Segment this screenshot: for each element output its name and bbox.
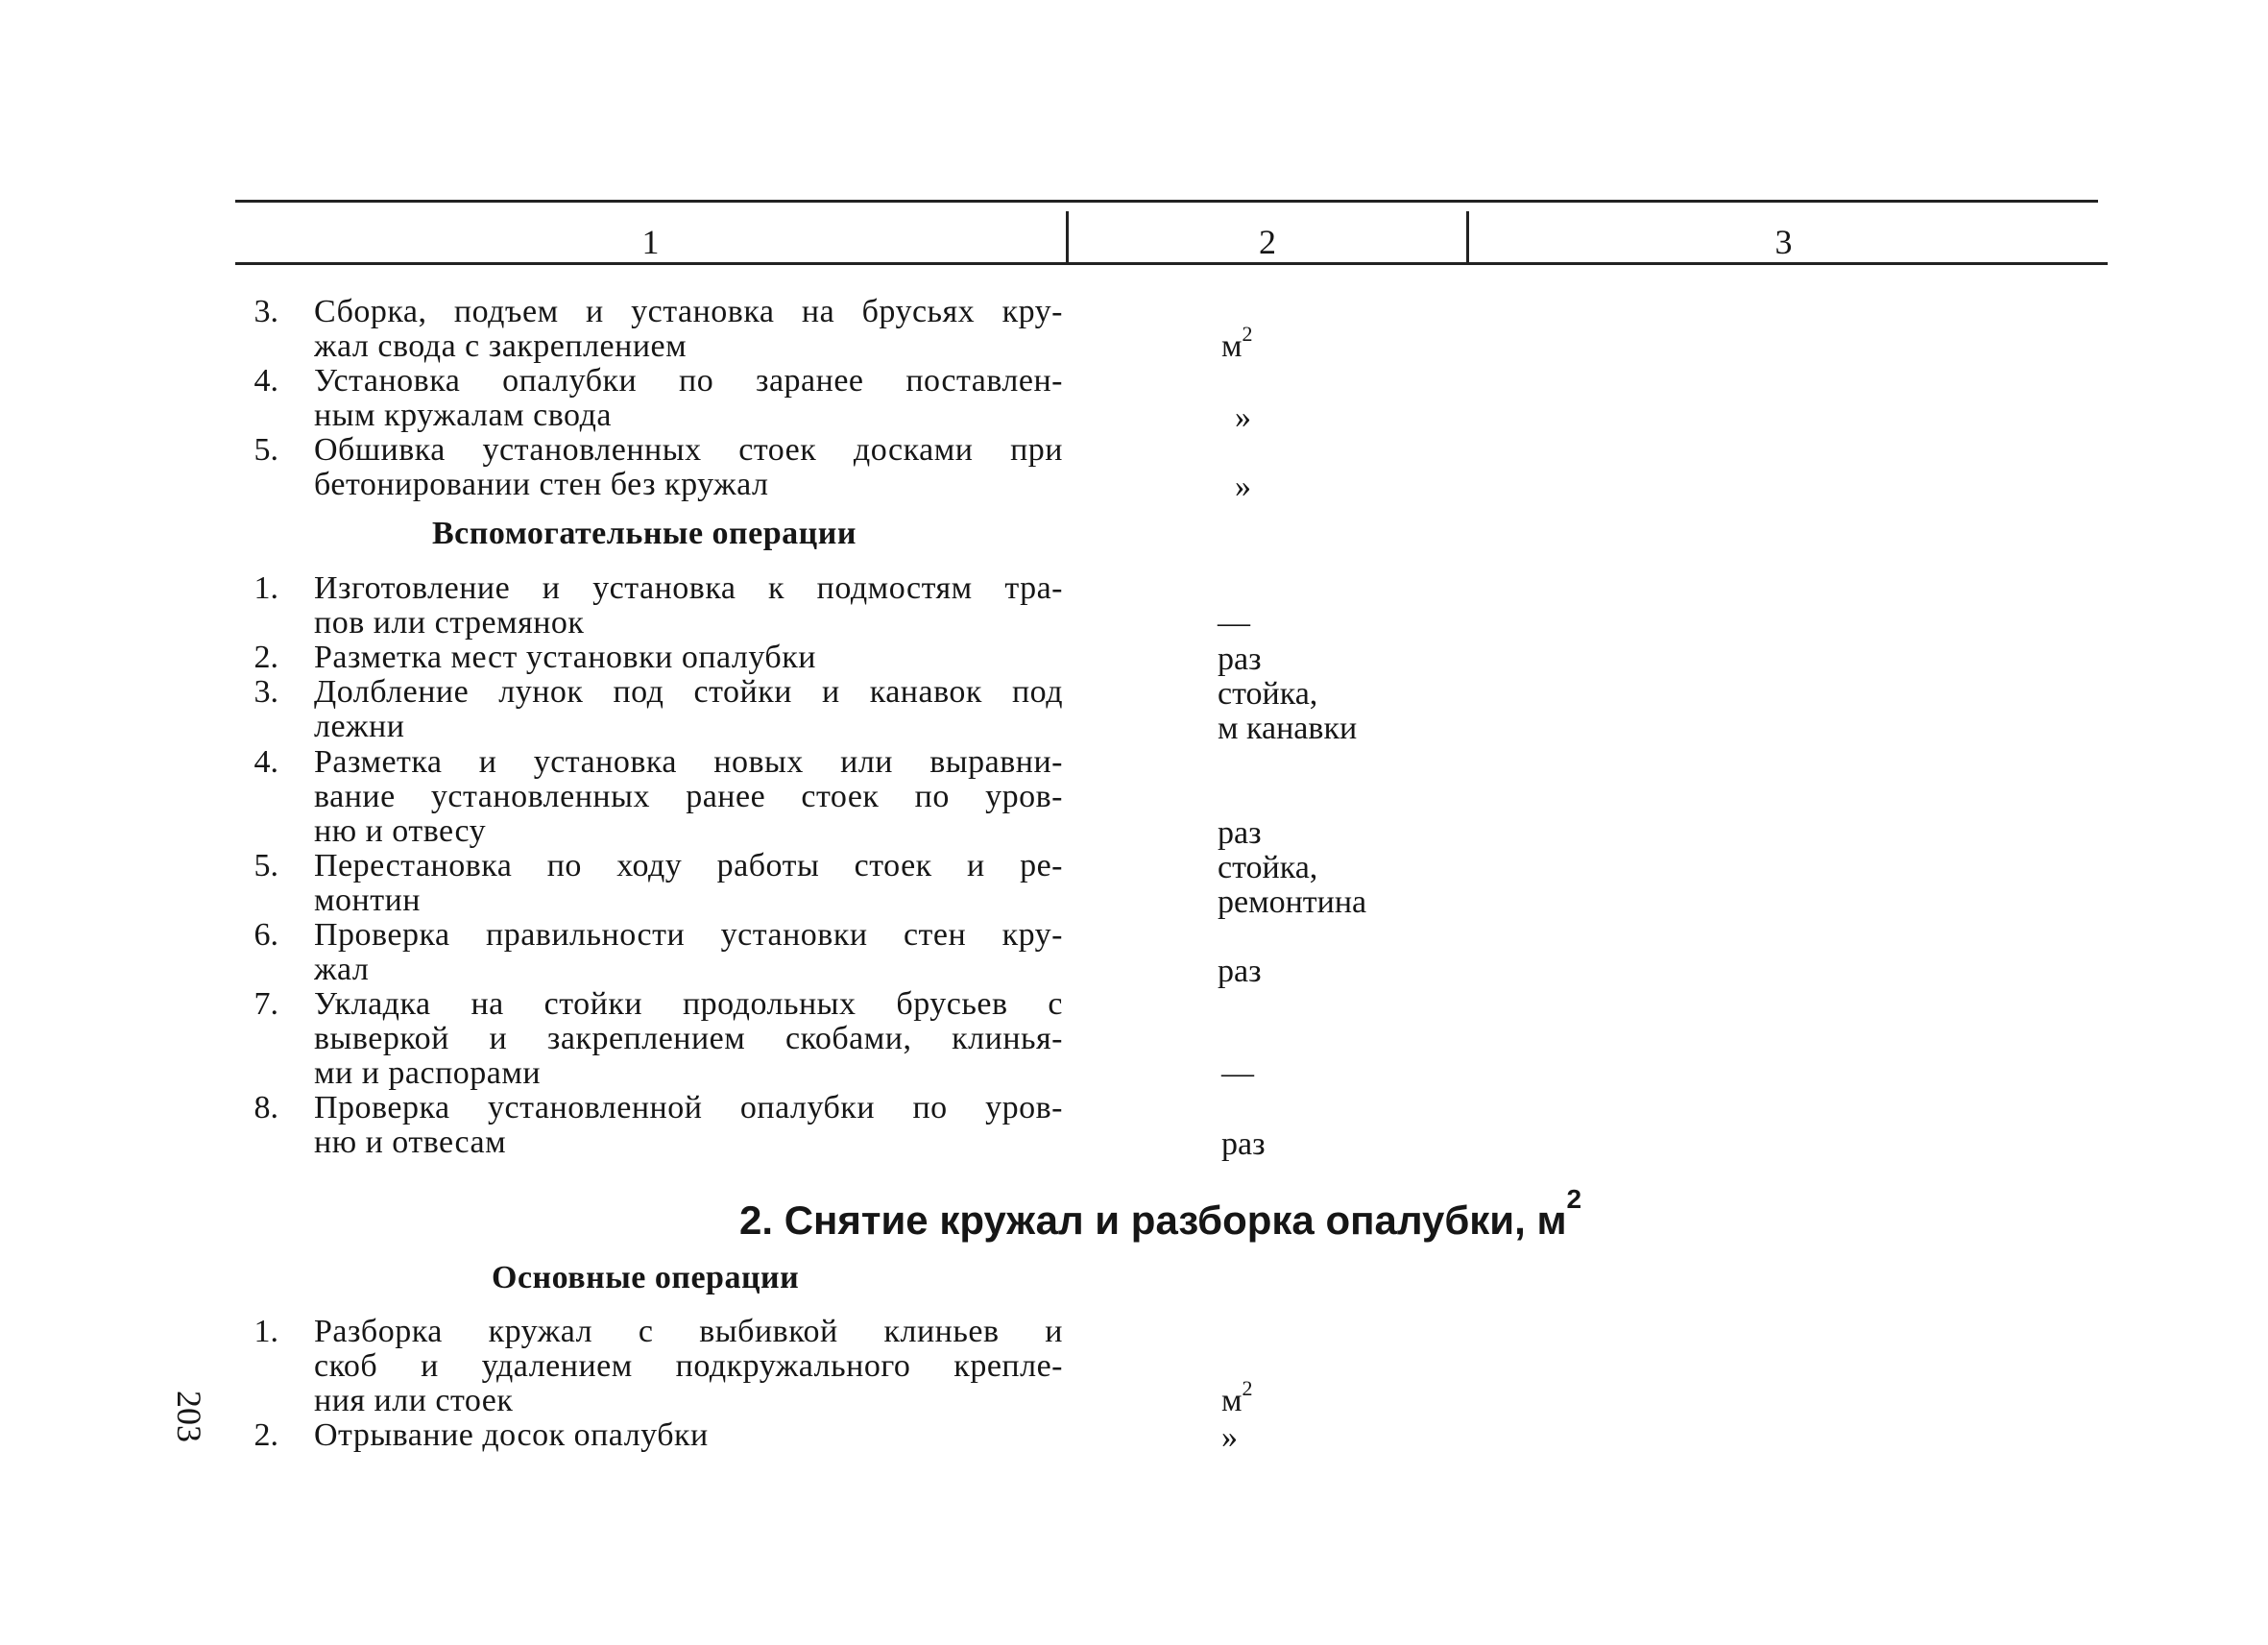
item-unit: $м^2$ [1221, 321, 1253, 364]
item-text-line: ми и распорами [314, 1056, 542, 1091]
item-number: 3. [253, 294, 278, 329]
item-text-line: жал свода с закреплением [314, 329, 688, 364]
main-operations-heading: Основные операции [492, 1260, 800, 1295]
item-unit: раз [1218, 954, 1262, 989]
page-number: 203 [170, 1391, 208, 1442]
item-number: 8. [253, 1090, 278, 1125]
item-text-line: Разметка мест установки опалубки [314, 641, 816, 675]
item-text-line: Изготовление и установка к подмостям тра- [314, 571, 1063, 606]
aux-operations-heading: Вспомогательные операции [432, 516, 857, 551]
item-number: 5. [253, 848, 278, 883]
item-unit: — [1218, 605, 1250, 641]
item-text-line: монтин [314, 883, 421, 918]
item-text-line: Проверка правильности установки стен кру- [314, 918, 1063, 953]
item-text-line: ню и отвесам [314, 1125, 507, 1160]
item-text-line: Разметка и установка новых или выравни- [314, 745, 1063, 780]
item-number: 5. [253, 432, 278, 468]
item-unit: стойка, [1218, 850, 1318, 885]
item-text-line: Сборка, подъем и установка на брусьях кру- [314, 295, 1063, 329]
item-unit: » [1235, 469, 1251, 504]
item-text-line: лежни [314, 710, 405, 744]
item-text-line: ным кружалам свода [314, 399, 612, 433]
item-unit: $м^2$ [1221, 1375, 1253, 1418]
item-number: 7. [253, 986, 278, 1022]
item-unit: ремонтина [1218, 884, 1367, 920]
item-text-line: ню и отвесу [314, 814, 487, 849]
item-text-line: Разборка кружал с выбивкой клиньев и [314, 1315, 1063, 1349]
header-top-rule [235, 200, 2098, 203]
item-text-line: бетонировании стен без кружал [314, 468, 769, 502]
item-unit: раз [1218, 815, 1262, 851]
item-unit: раз [1218, 641, 1262, 677]
item-number: 1. [253, 1314, 278, 1349]
item-unit: раз [1221, 1126, 1266, 1162]
item-text-line: Проверка установленной опалубки по уров- [314, 1091, 1063, 1125]
section-2-title: 2. Снятие кружал и разборка опалубки, $м^2$ [739, 1184, 1582, 1243]
item-number: 2. [253, 1417, 278, 1453]
item-number: 4. [253, 363, 278, 399]
item-text-line: Укладка на стойки продольных брусьев с [314, 987, 1063, 1022]
item-unit: м канавки [1218, 711, 1358, 746]
item-number: 3. [253, 674, 278, 710]
item-text-line: пов или стремянок [314, 606, 585, 641]
item-text-line: Установка опалубки по заранее поставлен- [314, 364, 1063, 399]
item-text-line: Отрывание досок опалубки [314, 1418, 709, 1453]
item-unit: — [1221, 1055, 1254, 1091]
item-text-line: ния или стоек [314, 1384, 514, 1418]
item-number: 6. [253, 917, 278, 953]
item-text-line: вание установленных ранее стоек по уров- [314, 780, 1063, 814]
header-col-3: 3 [1774, 223, 1793, 261]
item-text-line: Долбление лунок под стойки и канавок под [314, 675, 1063, 710]
item-text-line: выверкой и закреплением скобами, клинья- [314, 1022, 1063, 1056]
header-bottom-rule [235, 262, 2108, 265]
header-col-2: 2 [1259, 223, 1276, 261]
item-number: 1. [253, 570, 278, 606]
item-number: 2. [253, 640, 278, 675]
header-col-1: 1 [641, 223, 660, 261]
item-number: 4. [253, 744, 278, 780]
item-text-line: Обшивка установленных стоек досками при [314, 433, 1063, 468]
item-text-line: жал [314, 953, 370, 987]
item-unit: стойка, [1218, 676, 1318, 712]
item-text-line: скоб и удалением подкружального крепле- [314, 1349, 1063, 1384]
item-text-line: Перестановка по ходу работы стоек и ре- [314, 849, 1063, 883]
item-unit: » [1221, 1419, 1238, 1455]
item-unit: » [1235, 399, 1251, 435]
